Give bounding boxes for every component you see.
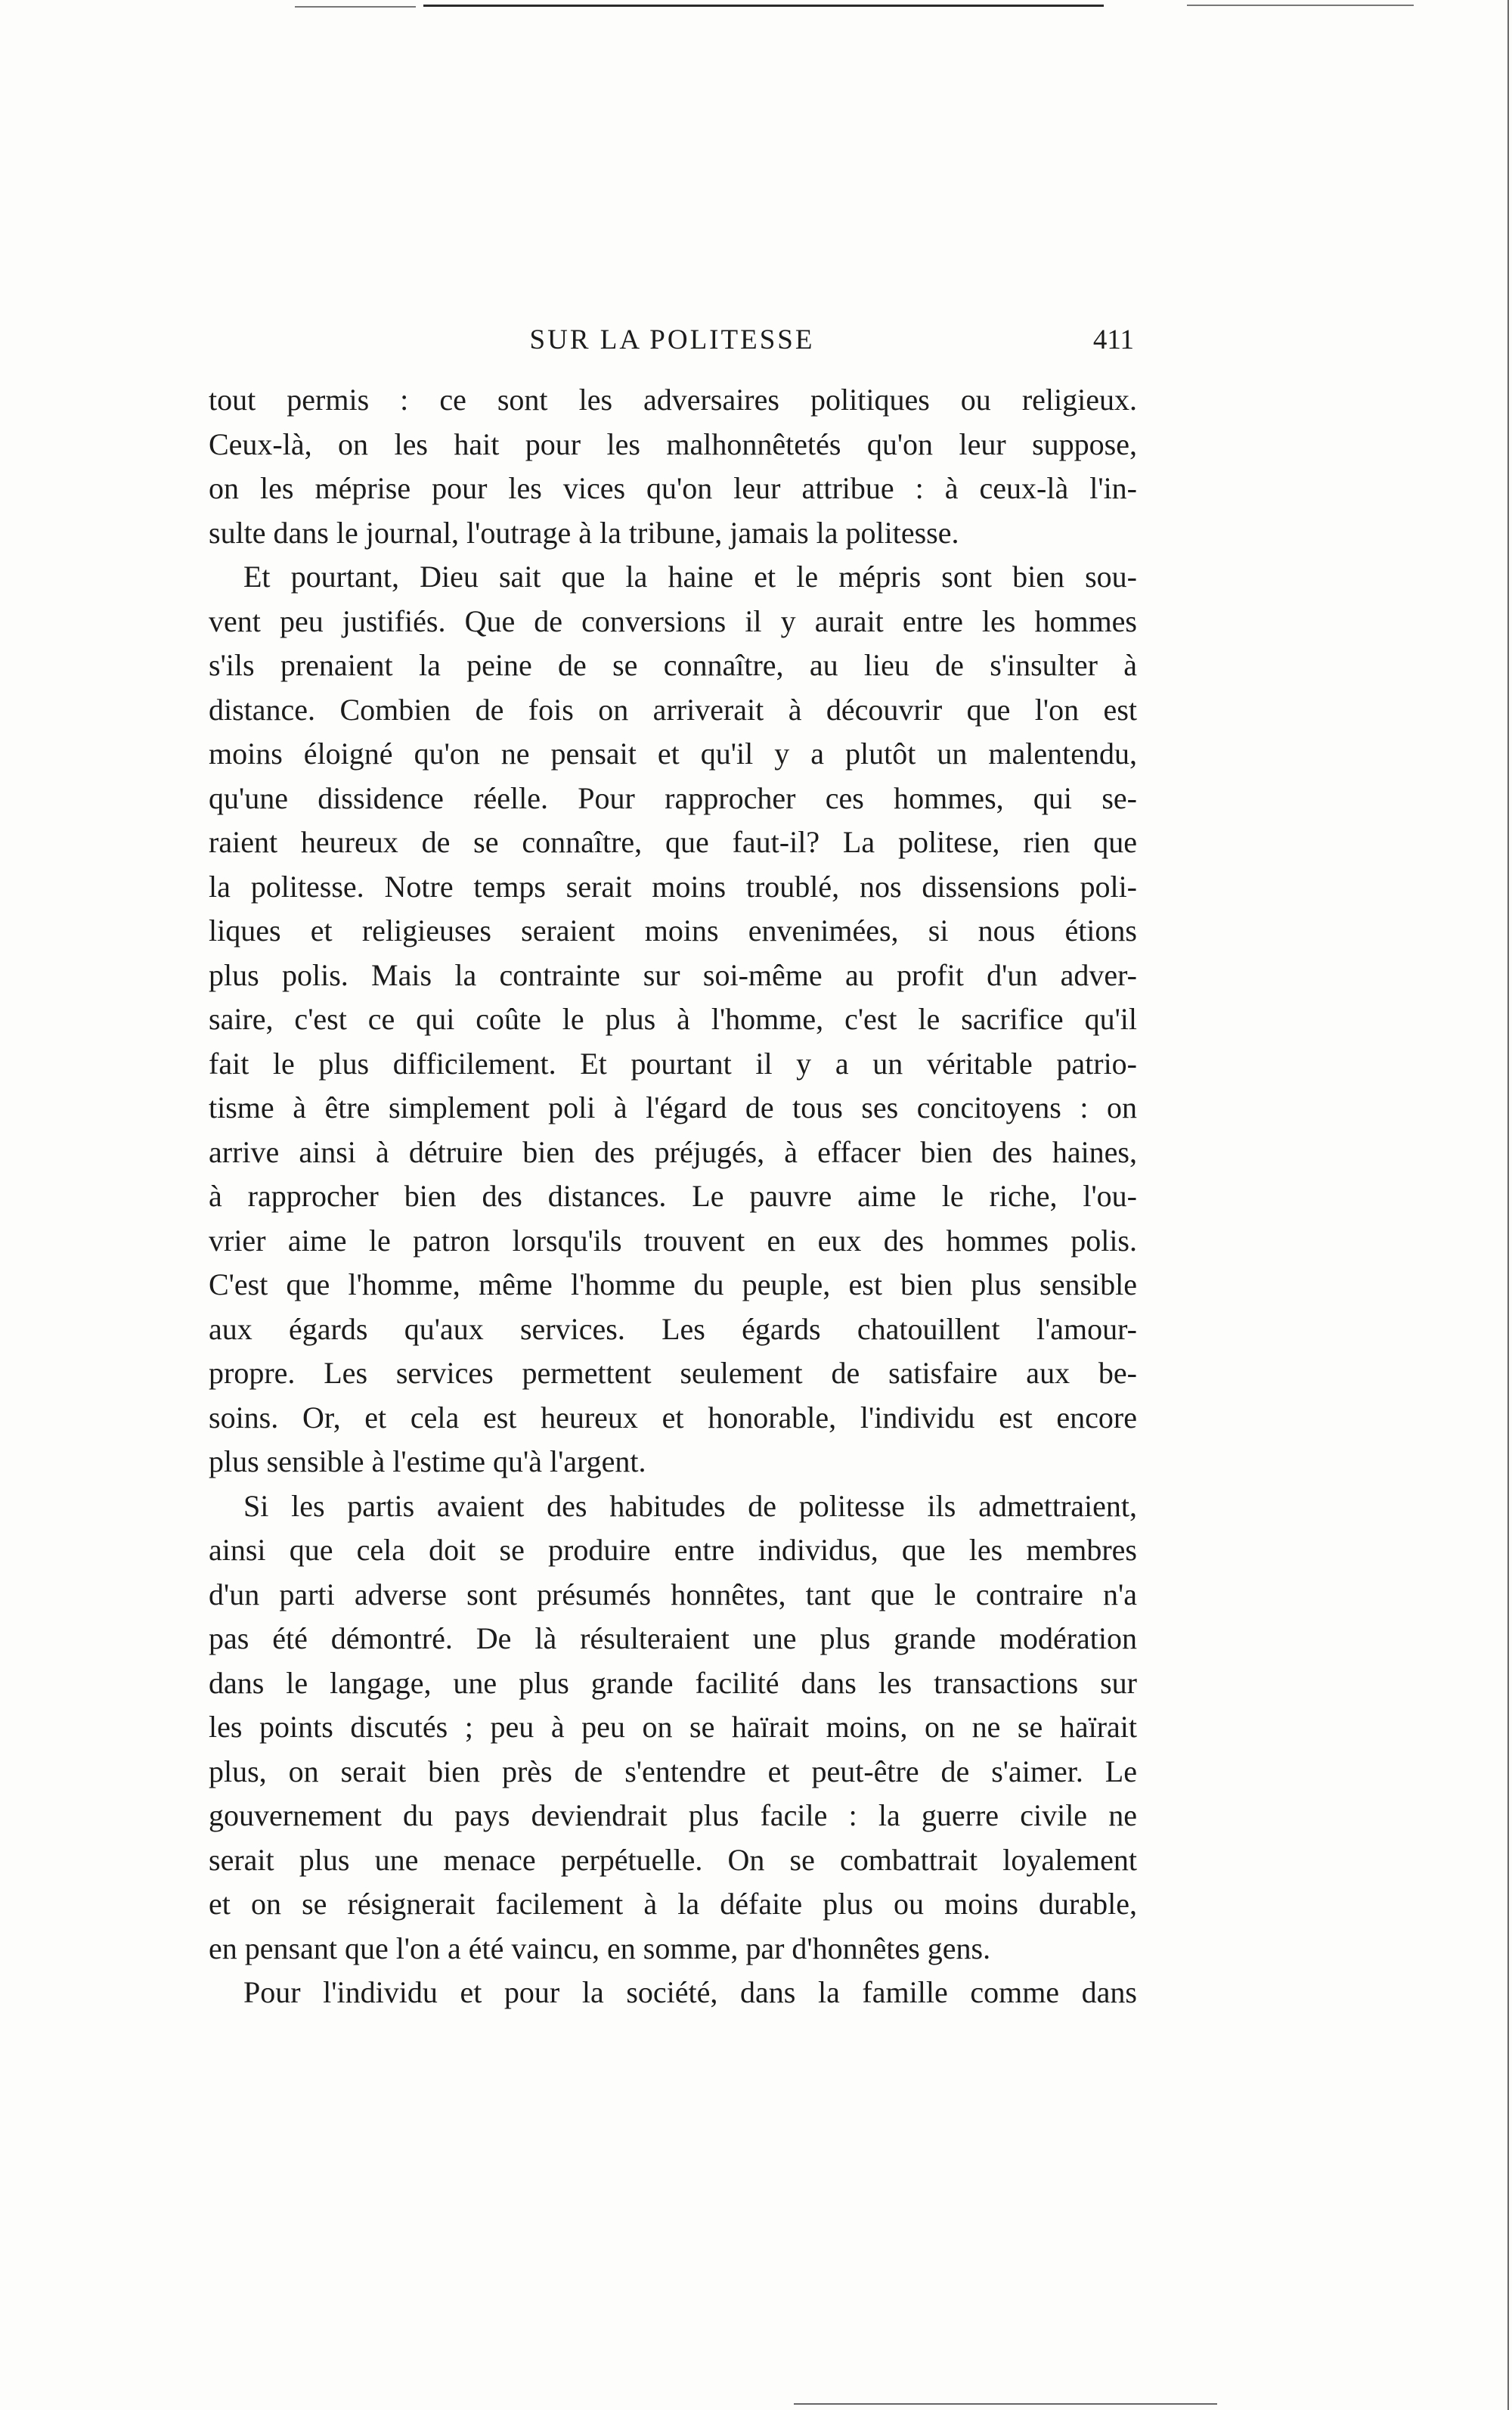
text-line: vrier aime le patron lorsqu'ils trouvent en eux des hommes polis. — [209, 1223, 1137, 1258]
text-line: plus polis. Mais la contrainte sur soi-même au profit d'un adver- — [209, 957, 1137, 992]
text-line: fait le plus difficilement. Et pourtant il y a un véritable patrio- — [209, 1046, 1137, 1081]
text-line: gouvernement du pays deviendrait plus facile : la guerre civile ne — [209, 1798, 1137, 1832]
text-line: ainsi que cela doit se produire entre individus, que les membres — [209, 1533, 1137, 1567]
text-line: s'ils prenaient la peine de se connaître, au lieu de s'insulter à — [209, 648, 1137, 682]
text-line: dans le langage, une plus grande facilité dans les transactions sur — [209, 1665, 1137, 1700]
text-line: propre. Les services permettent seulement de satisfaire aux be- — [209, 1356, 1137, 1390]
scan-edge-bottom — [794, 2403, 1217, 2405]
text-line: qu'une dissidence réelle. Pour rapprocher ces hommes, qui se- — [209, 780, 1137, 815]
text-line: aux égards qu'aux services. Les égards chatouillent l'amour- — [209, 1311, 1137, 1346]
text-line: Si les partis avaient des habitudes de politesse ils admettraient, — [243, 1488, 1137, 1523]
text-line: C'est que l'homme, même l'homme du peuple, est bien plus sensible — [209, 1267, 1137, 1301]
text-line: tisme à être simplement poli à l'égard de tous ses concitoyens : on — [209, 1090, 1137, 1124]
text-line: tout permis : ce sont les adversaires politiques ou religieux. — [209, 383, 1137, 417]
text-line: distance. Combien de fois on arriverait à découvrir que l'on est — [209, 692, 1137, 727]
text-line: vent peu justifiés. Que de conversions il y aurait entre les hommes — [209, 603, 1137, 638]
text-line: sulte dans le journal, l'outrage à la tribune, jamais la politesse. — [209, 515, 959, 550]
page-header — [210, 324, 1134, 369]
text-line: on les méprise pour les vices qu'on leur attribue : à ceux-là l'in- — [209, 471, 1137, 505]
text-line: soins. Or, et cela est heureux et honorable, l'individu est encore — [209, 1400, 1137, 1435]
body-text — [209, 378, 1137, 2015]
text-line: à rapprocher bien des distances. Le pauvre aime le riche, l'ou- — [209, 1179, 1137, 1213]
text-line: moins éloigné qu'on ne pensait et qu'il y a plutôt un malentendu, — [209, 737, 1137, 771]
text-line: plus sensible à l'estime qu'à l'argent. — [209, 1444, 646, 1478]
text-line: Et pourtant, Dieu sait que la haine et le mépris sont bien sou- — [243, 560, 1137, 594]
scan-edge-top — [1187, 5, 1414, 6]
page-number: 411 — [1092, 324, 1134, 355]
text-line: en pensant que l'on a été vaincu, en somme, par d'honnêtes gens. — [209, 1931, 991, 1965]
text-line: liques et religieuses seraient moins envenimées, si nous étions — [209, 913, 1137, 948]
scan-edge-top — [295, 6, 416, 8]
text-line: les points discutés ; peu à peu on se haïrait moins, on ne se haïrait — [209, 1710, 1137, 1744]
text-line: pas été démontré. De là résulteraient une plus grande modération — [209, 1621, 1137, 1655]
running-title: SUR LA POLITESSE — [529, 324, 815, 355]
text-line: Pour l'individu et pour la société, dans la famille comme dans — [243, 1975, 1137, 2009]
text-line: serait plus une menace perpétuelle. On se combattrait loyalement — [209, 1842, 1137, 1877]
text-line: raient heureux de se connaître, que faut-il? La politese, rien que — [209, 825, 1137, 859]
text-line: saire, c'est ce qui coûte le plus à l'homme, c'est le sacrifice qu'il — [209, 1002, 1137, 1036]
text-line: d'un parti adverse sont présumés honnêtes, tant que le contraire n'a — [209, 1577, 1137, 1611]
scan-edge-right — [1507, 0, 1509, 2410]
scan-edge-top — [423, 5, 1104, 7]
text-line: arrive ainsi à détruire bien des préjugés, à effacer bien des haines, — [209, 1134, 1137, 1169]
text-line: Ceux-là, on les hait pour les malhonnêtetés qu'on leur suppose, — [209, 426, 1137, 461]
text-line: la politesse. Notre temps serait moins troublé, nos dissensions poli- — [209, 869, 1137, 904]
text-line: et on se résignerait facilement à la défaite plus ou moins durable, — [209, 1887, 1137, 1921]
text-line: plus, on serait bien près de s'entendre et peut-être de s'aimer. Le — [209, 1754, 1137, 1788]
